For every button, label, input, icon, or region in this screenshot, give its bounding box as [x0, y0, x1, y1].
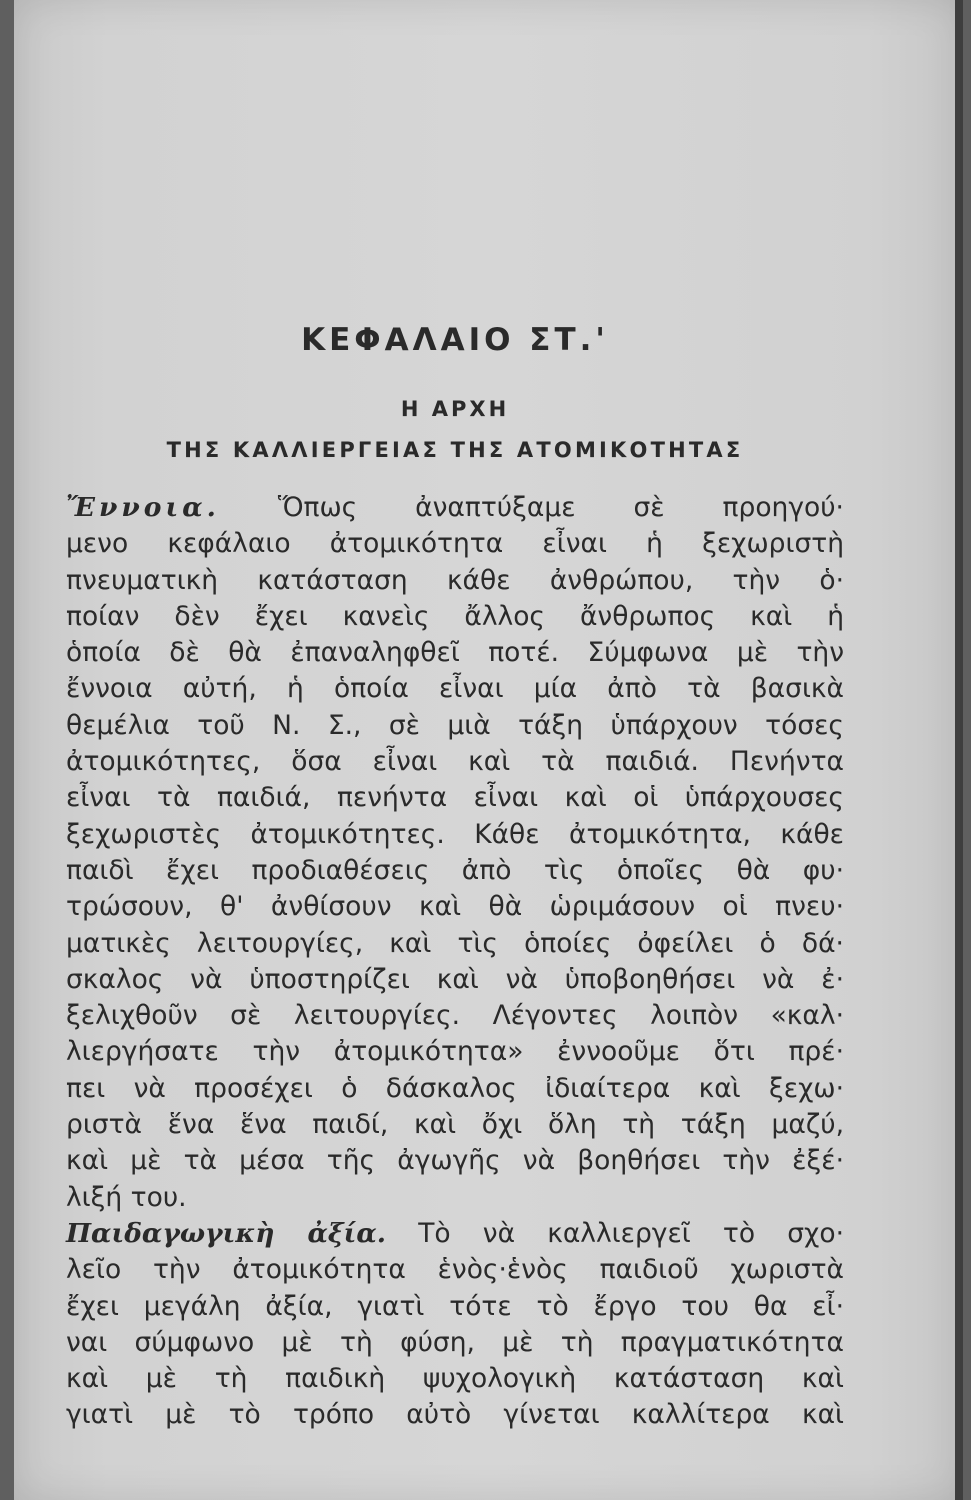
text-line: ὁποία δὲ θὰ ἐπαναληφθεῖ ποτέ. Σύμφωνα μὲ τὴν	[66, 637, 844, 669]
heading-value: Παιδαγωγικὴ ἀξία.	[66, 1217, 386, 1249]
chapter-title: ΚΕΦΑΛΑΙΟ ΣΤ.'	[301, 322, 609, 358]
text-line: πνευματικὴ κατάσταση κάθε ἀνθρώπου, τὴν ὁ·	[66, 564, 844, 596]
text-line: λιξή του.	[66, 1181, 187, 1213]
text-line	[66, 1216, 844, 1252]
text-line: θεμέλια τοῦ Ν. Σ., σὲ μιὰ τάξη ὑπάρχουν τόσες	[66, 709, 844, 741]
text-line: ξεχωριστὲς ἀτομικότητες. Κάθε ἀτομικότητα, κάθε	[66, 818, 844, 850]
text-line: ἔννοια αὐτή, ἡ ὁποία εἶναι μία ἀπὸ τὰ βασικὰ	[66, 673, 844, 705]
text-line: λεῖο τὴν ἀτομικότητα ἑνὸς·ἑνὸς παιδιοῦ χωριστὰ	[66, 1254, 844, 1286]
section-title-line-2: ΤΗΣ ΚΑΛΛΙΕΡΓΕΙΑΣ ΤΗΣ ΑΤΟΜΙΚΟΤΗΤΑΣ	[166, 438, 744, 462]
text-line: τρώσουν, θ' ἀνθίσουν καὶ θὰ ὡριμάσουν οἱ πνευ·	[66, 891, 844, 923]
text-line: πει νὰ προσέχει ὁ δάσκαλος ἰδιαίτερα καὶ ξεχω·	[66, 1072, 844, 1104]
heading-concept: Ἔννοια.	[66, 492, 220, 523]
text-line: ριστὰ ἕνα ἕνα παιδί, καὶ ὄχι ὅλη τὴ τάξη μαζύ,	[66, 1109, 844, 1141]
text-line: λιεργήσατε τὴν ἀτομικότητα» ἐννοοῦμε ὅτι πρέ·	[66, 1036, 844, 1068]
text-line: ξελιχθοῦν σὲ λειτουργίες. Λέγοντες λοιπὸν «καλ·	[66, 1000, 844, 1032]
text-line-content: Τὸ νὰ καλλιεργεῖ τὸ σχο·	[418, 1217, 844, 1249]
text-line	[66, 490, 844, 526]
text-line: ἔχει μεγάλη ἀξία, γιατὶ τότε τὸ ἔργο του θα εἶ·	[66, 1290, 844, 1322]
text-line: ποίαν δὲν ἔχει κανεὶς ἄλλος ἄνθρωπος καὶ ἡ	[66, 600, 844, 632]
text-line: ματικὲς λειτουργίες, καὶ τὶς ὁποίες ὀφείλει ὁ δά·	[66, 927, 844, 959]
book-page	[14, 0, 963, 1500]
body-text	[66, 490, 844, 1434]
text-line: ἀτομικότητες, ὅσα εἶναι καὶ τὰ παιδιά. Πενήντα	[66, 746, 844, 778]
text-line-content: Ὅπως ἀναπτύξαμε σὲ προηγού·	[277, 492, 844, 523]
text-line: καὶ μὲ τὴ παιδικὴ ψυχολογικὴ κατάσταση καὶ	[66, 1363, 844, 1395]
text-line: εἶναι τὰ παιδιά, πενήντα εἶναι καὶ οἱ ὑπάρχουσες	[66, 782, 844, 814]
text-line: σκαλος νὰ ὑποστηρίζει καὶ νὰ ὑποβοηθήσει νὰ ἐ·	[66, 963, 844, 995]
text-line: καὶ μὲ τὰ μέσα τῆς ἀγωγῆς νὰ βοηθήσει τὴν ἐξέ·	[66, 1145, 844, 1177]
section-title-line-1: Η ΑΡΧΗ	[400, 397, 510, 421]
page-edge-shadow	[955, 0, 963, 1500]
text-line: παιδὶ ἔχει προδιαθέσεις ἀπὸ τὶς ὁποῖες θὰ φυ·	[66, 854, 844, 886]
text-line: μενο κεφάλαιο ἀτομικότητα εἶναι ἡ ξεχωριστὴ	[66, 528, 844, 560]
text-line: ναι σύμφωνο μὲ τὴ φύση, μὲ τὴ πραγματικότητα	[66, 1326, 844, 1358]
text-line: γιατὶ μὲ τὸ τρόπο αὐτὸ γίνεται καλλίτερα καὶ	[66, 1399, 844, 1431]
